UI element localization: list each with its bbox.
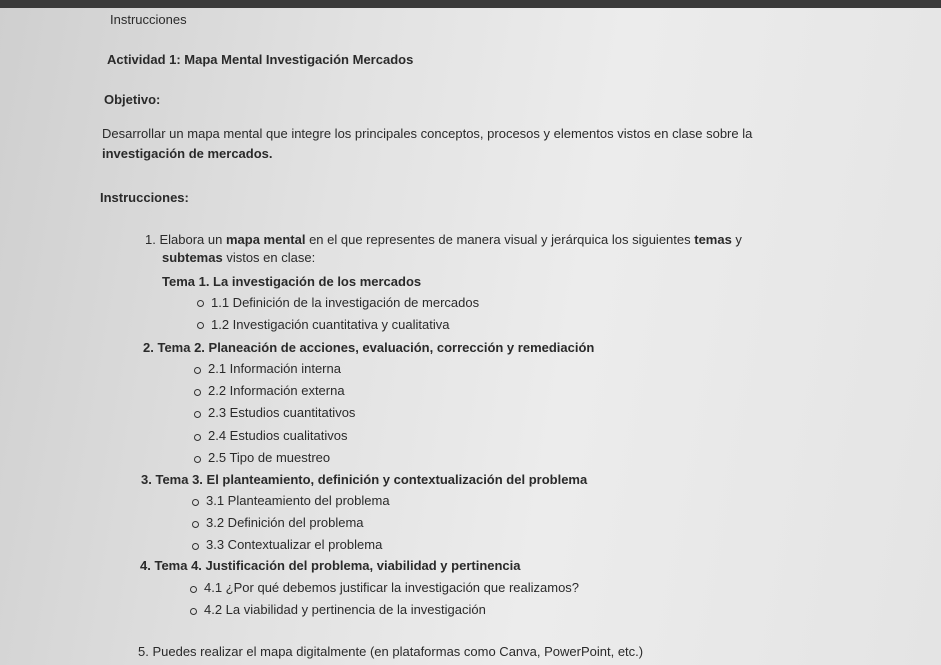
topic4-title-text: Tema 4. Justificación del problema, viabilidad y pertinencia (154, 558, 521, 573)
topic4-title (140, 558, 521, 574)
bullet-icon (192, 543, 199, 550)
objective-text-line2: investigación de mercados. (102, 146, 273, 161)
objective-text-line1: Desarrollar un mapa mental que integre los principales conceptos, procesos y elementos vistos en clase sobre la (102, 126, 753, 141)
topic3-title (141, 472, 587, 488)
item1-line1 (145, 232, 742, 248)
topic2-subtopic: 2.1 Información interna (208, 361, 341, 376)
activity-title: Actividad 1: Mapa Mental Investigación Mercados (107, 52, 414, 67)
bullet-icon (194, 389, 201, 396)
bullet-icon (197, 322, 204, 329)
topic1-title: Tema 1. La investigación de los mercados (162, 274, 422, 289)
bullet-icon (194, 367, 201, 374)
item1-text-bold: mapa mental (225, 232, 306, 247)
header-title: Instrucciones (110, 12, 187, 27)
item1-text-a: Elabora un (159, 232, 226, 247)
bullet-icon (197, 300, 204, 307)
item1-line2 (162, 250, 315, 266)
topic3-subtopic: 3.2 Definición del problema (206, 515, 364, 530)
bullet-icon (194, 434, 201, 441)
item5-text: Puedes realizar el mapa digitalmente (en plataformas como Canva, PowerPoint, etc.) (152, 644, 644, 659)
bullet-icon (192, 521, 199, 528)
topic4-number: 4. (140, 558, 151, 573)
topic3-number: 3. (141, 472, 152, 487)
bullet-icon (194, 411, 201, 418)
item1-text-b: en el que representes de manera visual y jerárquica los siguientes (305, 232, 695, 247)
topic2-subtopic: 2.5 Tipo de muestreo (208, 450, 331, 465)
bullet-icon (190, 586, 197, 593)
topic3-subtopic: 3.1 Planteamiento del problema (206, 493, 390, 508)
item1-text-c: y (731, 232, 742, 247)
topic2-number: 2. (143, 340, 154, 355)
topic2-title (143, 340, 594, 356)
item5 (138, 644, 643, 660)
item1-line2-text: vistos en clase: (222, 250, 316, 265)
topic1-subtopic: 1.1 Definición de la investigación de mercados (211, 295, 480, 310)
topic4-subtopic: 4.1 ¿Por qué debemos justificar la investigación que realizamos? (204, 580, 580, 595)
topic3-title-text: Tema 3. El planteamiento, definición y contextualización del problema (155, 472, 588, 487)
topic4-subtopic: 4.2 La viabilidad y pertinencia de la investigación (204, 602, 486, 617)
bullet-icon (190, 608, 197, 615)
topic2-title-text: Tema 2. Planeación de acciones, evaluación, corrección y remediación (157, 340, 595, 355)
item1-text-bold2: temas (694, 232, 732, 247)
item1-line2-bold: subtemas (162, 250, 223, 265)
topic2-subtopic: 2.2 Información externa (208, 383, 345, 398)
item5-number: 5. (138, 644, 149, 659)
bullet-icon (192, 499, 199, 506)
topic3-subtopic: 3.3 Contextualizar el problema (206, 537, 383, 552)
bullet-icon (194, 456, 201, 463)
topic2-subtopic: 2.3 Estudios cuantitativos (208, 405, 356, 420)
topic1-subtopic: 1.2 Investigación cuantitativa y cualitativa (211, 317, 450, 332)
objective-heading: Objetivo: (104, 92, 161, 107)
instructions-heading: Instrucciones: (100, 190, 189, 205)
topic2-subtopic: 2.4 Estudios cualitativos (208, 428, 348, 443)
item1-number: 1. (145, 232, 156, 247)
